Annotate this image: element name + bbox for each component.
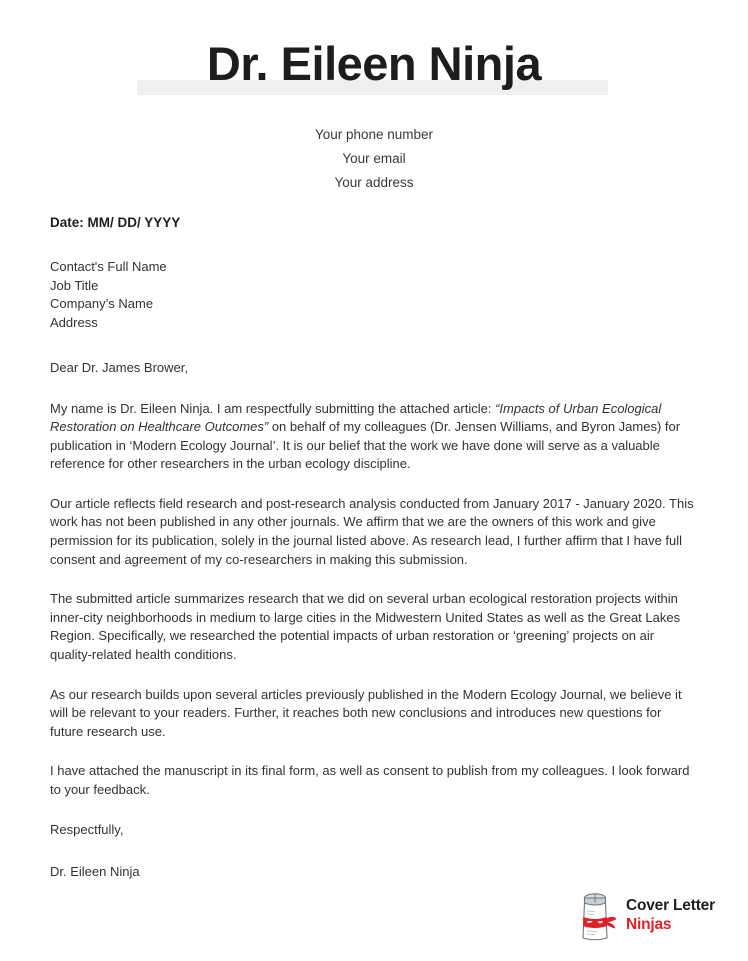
paragraph-1-lead: My name is Dr. Eileen Ninja. I am respectfully submitting the attached article: xyxy=(50,400,496,416)
paragraph-2: Our article reflects field research and post-research analysis conducted from January 2017 - January 2020. This work has not been published in any other journals. We affirm that we are the owners of this work and give permission for its publication, solely in the journal listed above. As research lead, I further affirm that I have full consent and agreement of my co-researchers in making this submission. xyxy=(50,495,694,567)
recipient-job-title: Job Title xyxy=(50,277,99,293)
paragraph-4: As our research builds upon several articles previously published in the Modern Ecology Journal, we believe it will be relevant to your readers. Further, it reaches both new conclusions and introduces new questions for future research use. xyxy=(50,686,682,739)
salutation: Dear Dr. James Brower, xyxy=(50,360,188,375)
contact-phone-line: Your phone number xyxy=(314,127,434,142)
signature-name: Dr. Eileen Ninja xyxy=(50,864,140,880)
recipient-block xyxy=(50,258,698,332)
logo-line-ninjas: Ninjas xyxy=(626,915,672,933)
ninja-document-icon xyxy=(573,890,617,942)
logo-line-cover-letter: Cover Letter xyxy=(626,897,715,914)
recipient-name: Contact's Full Name xyxy=(50,259,167,274)
contact-email-line: Your email xyxy=(342,151,406,166)
contact-info-block xyxy=(0,123,748,195)
recipient-address: Address xyxy=(50,314,98,330)
article-title-italic: “Impacts of Urban Ecological Restoration on Healthcare Outcomes” xyxy=(50,400,662,435)
logo-wordmark xyxy=(626,898,715,934)
paragraph-3: The submitted article summarizes research that we did on several urban ecological restoration projects within inner-city neighborhoods in medium to large cities in the Midwestern United States as well as the Great Lakes Region. Specifically, we researched the potential impacts of urban restoration or ‘greening’ projects on air quality-related health conditions. xyxy=(50,591,681,663)
title-container xyxy=(0,34,748,96)
letter-body xyxy=(50,215,698,882)
contact-address-line: Your address xyxy=(334,175,414,190)
recipient-company: Company’s Name xyxy=(50,296,154,311)
date-line: Date: MM/ DD/ YYYY xyxy=(50,215,181,230)
closing-line: Respectfully, xyxy=(50,821,124,837)
letter-header xyxy=(0,0,748,195)
paragraph-1 xyxy=(50,400,698,474)
page-title: Dr. Eileen Ninja xyxy=(206,37,542,90)
brand-logo[interactable] xyxy=(573,890,715,942)
paragraph-5: I have attached the manuscript in its final form, as well as consent to publish from my colleagues. I look forward to your feedback. xyxy=(50,763,690,797)
paragraph-1-tail: on behalf of my colleagues (Dr. Jensen Williams, and Byron James) for publication in ‘Modern Ecology Journal’. It is our belief that the work we have done will serve as a valuable reference for other researchers in the urban ecology discipline. xyxy=(50,419,681,472)
